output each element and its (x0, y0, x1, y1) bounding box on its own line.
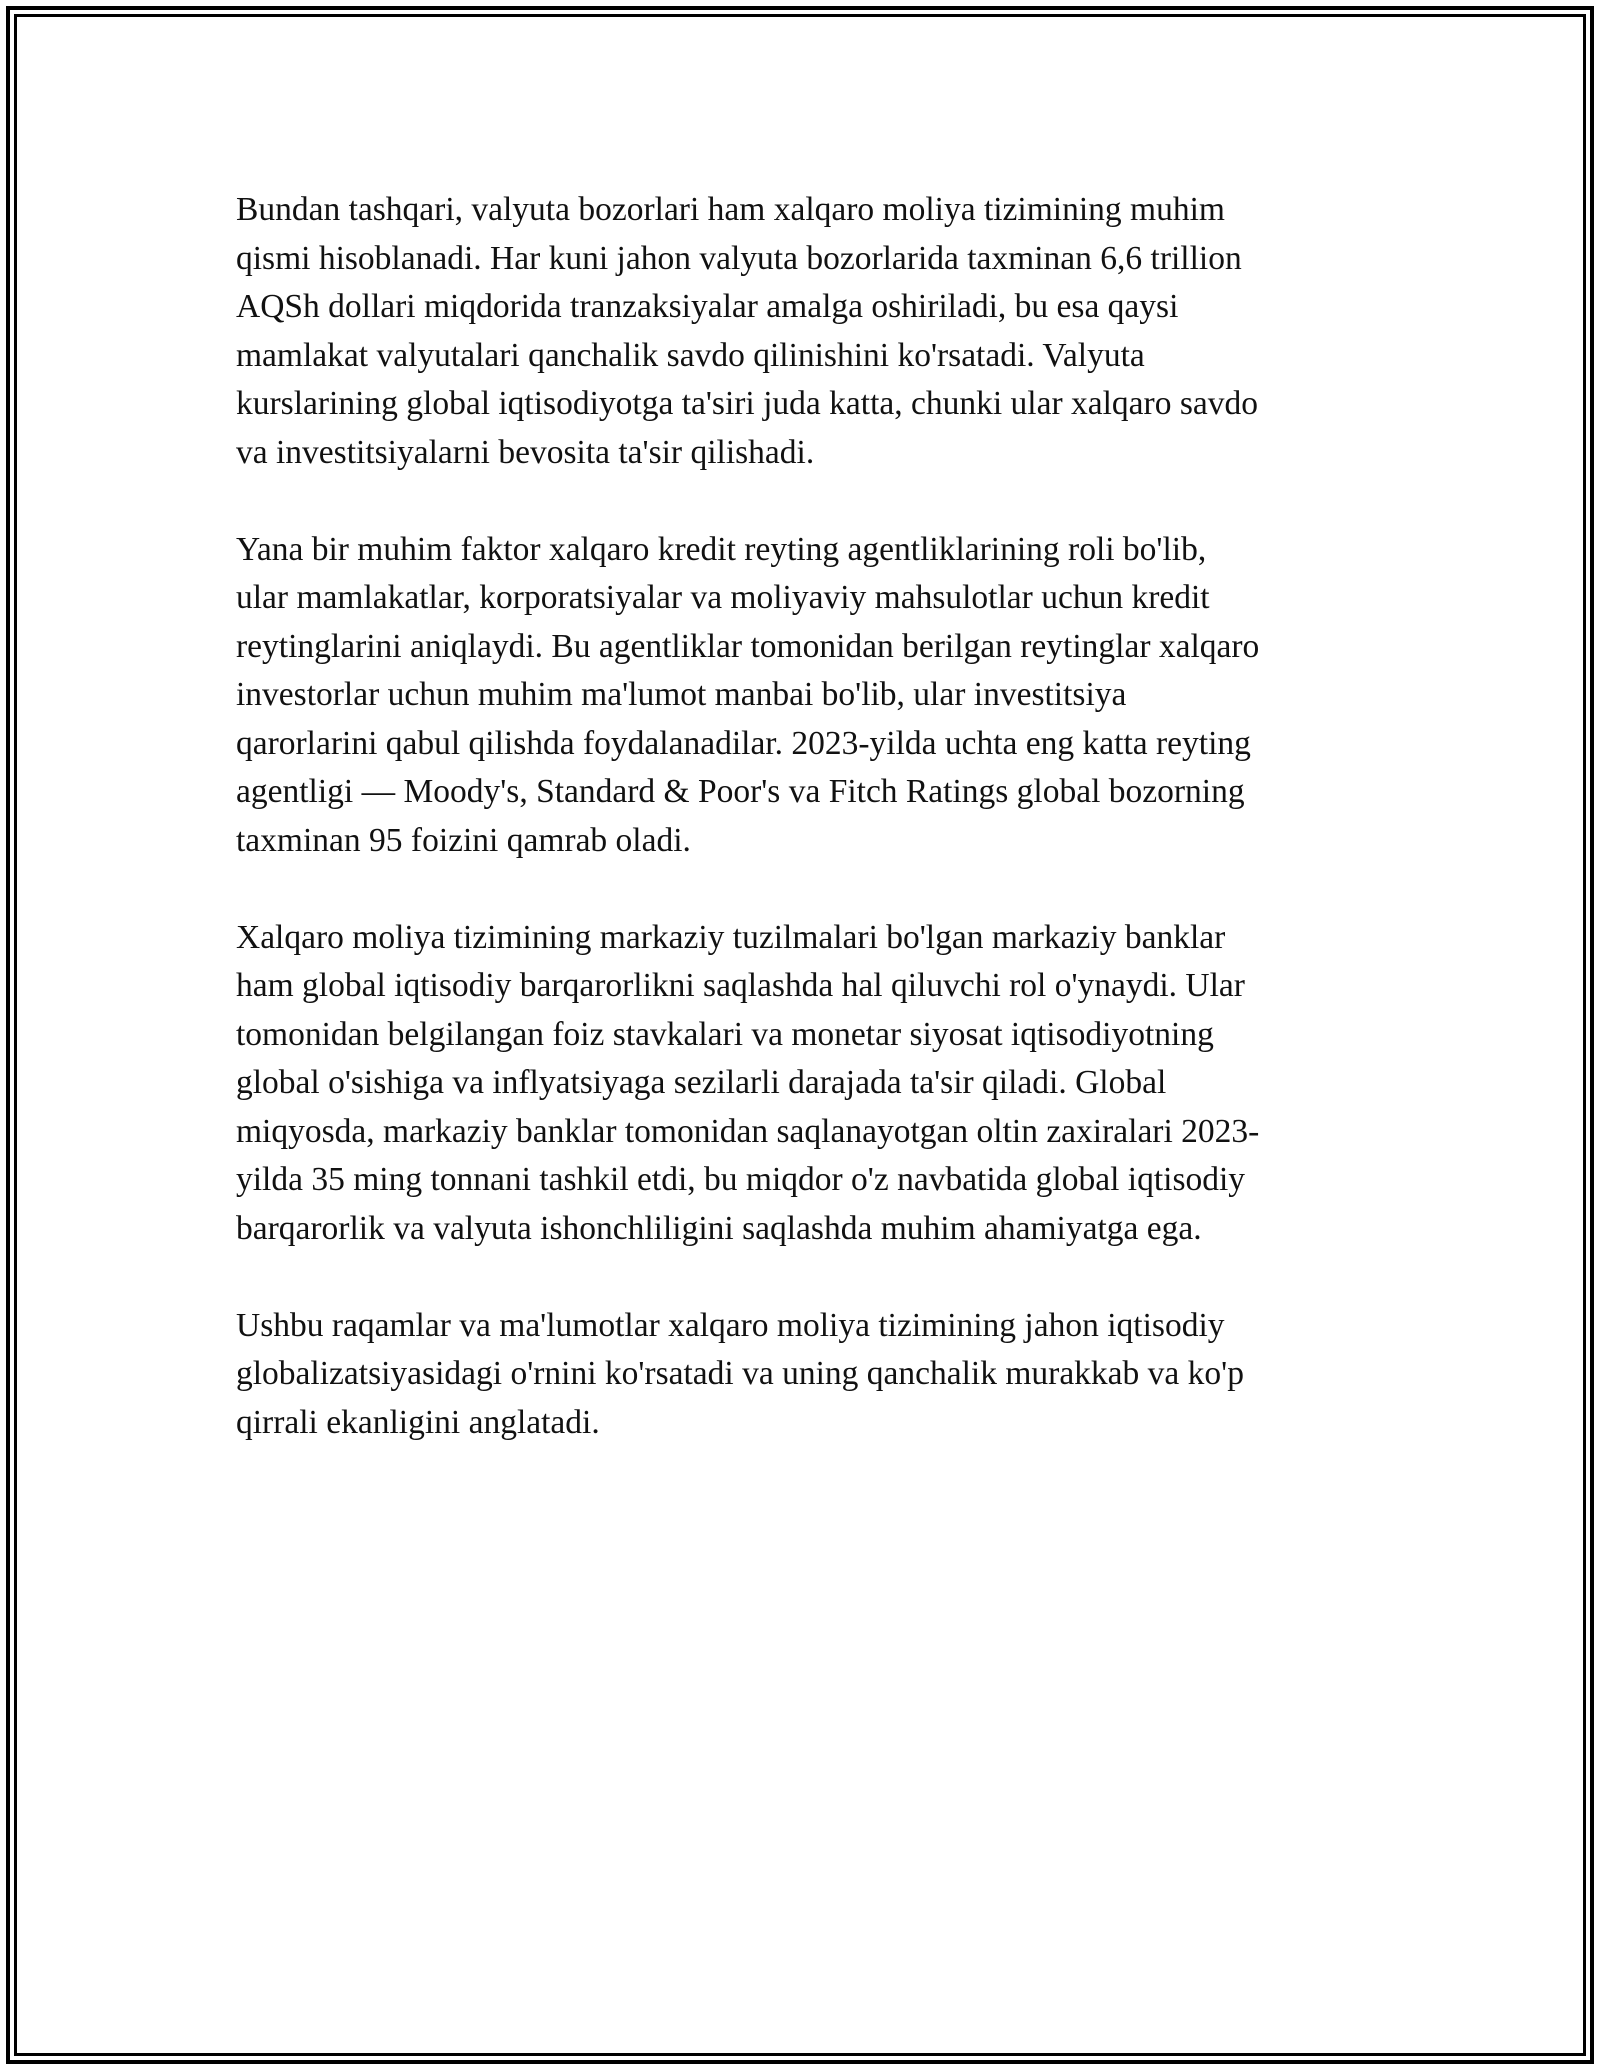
text-line: Bundan tashqari, valyuta bozorlari ham xalqaro moliya tizimining muhim (236, 191, 1225, 228)
text-line: tomonidan belgilangan foiz stavkalari va monetar siyosat iqtisodiyotning (236, 1015, 1214, 1053)
text-line: agentligi — Moody's, Standard & Poor's va Fitch Ratings global bozorning (236, 773, 1245, 810)
paragraph-2 (236, 526, 1366, 866)
text-line: yilda 35 ming tonnani tashkil etdi, bu miqdor o'z navbatida global iqtisodiy (236, 1161, 1246, 1198)
text-line: miqyosda, markaziy banklar tomonidan saqlanayotgan oltin zaxiralari 2023- (236, 1112, 1260, 1150)
text-line: reytinglarini aniqlaydi. Bu agentliklar tomonidan berilgan reytinglar xalqaro (236, 627, 1260, 665)
text-line: qirrali ekanligini anglatadi. (236, 1403, 600, 1441)
text-line: AQSh dollari miqdorida tranzaksiyalar amalga oshiriladi, bu esa qaysi (236, 288, 1179, 325)
text-line: Yana bir muhim faktor xalqaro kredit reyting agentliklarining roli bo'lib, (236, 530, 1207, 568)
text-line: global o'sishiga va inflyatsiyaga sezilarli darajada ta'sir qiladi. Global (236, 1064, 1167, 1101)
text-line: Ushbu raqamlar va ma'lumotlar xalqaro moliya tizimining jahon iqtisodiy (236, 1306, 1225, 1344)
text-line: qismi hisoblanadi. Har kuni jahon valyuta bozorlarida taxminan 6,6 trillion (236, 239, 1242, 277)
paragraph-3 (236, 914, 1366, 1254)
text-line: taxminan 95 foizini qamrab oladi. (236, 821, 691, 859)
paragraph-4 (236, 1302, 1366, 1448)
paragraph-1 (236, 186, 1366, 477)
text-line: ular mamlakatlar, korporatsiyalar va moliyaviy mahsulotlar uchun kredit (236, 579, 1210, 616)
text-line: va investitsiyalarni bevosita ta'sir qilishadi. (236, 433, 815, 471)
text-line: mamlakat valyutalari qanchalik savdo qilinishini ko'rsatadi. Valyuta (236, 336, 1145, 374)
text-line: ham global iqtisodiy barqarorlikni saqlashda hal qiluvchi rol o'ynaydi. Ular (236, 967, 1245, 1004)
text-line: Xalqaro moliya tizimining markaziy tuzilmalari bo'lgan markaziy banklar (236, 918, 1226, 956)
text-line: barqarorlik va valyuta ishonchliligini saqlashda muhim ahamiyatga ega. (236, 1209, 1202, 1247)
text-line: qarorlarini qabul qilishda foydalanadilar. 2023-yilda uchta eng katta reyting (236, 724, 1251, 762)
text-line: globalizatsiyasidagi o'rnini ko'rsatadi va uning qanchalik murakkab va ko'p (236, 1355, 1244, 1392)
document-body (236, 186, 1366, 1496)
text-line: investorlar uchun muhim ma'lumot manbai bo'lib, ular investitsiya (236, 676, 1127, 713)
text-line: kurslarining global iqtisodiyotga ta'siri juda katta, chunki ular xalqaro savdo (236, 385, 1258, 422)
